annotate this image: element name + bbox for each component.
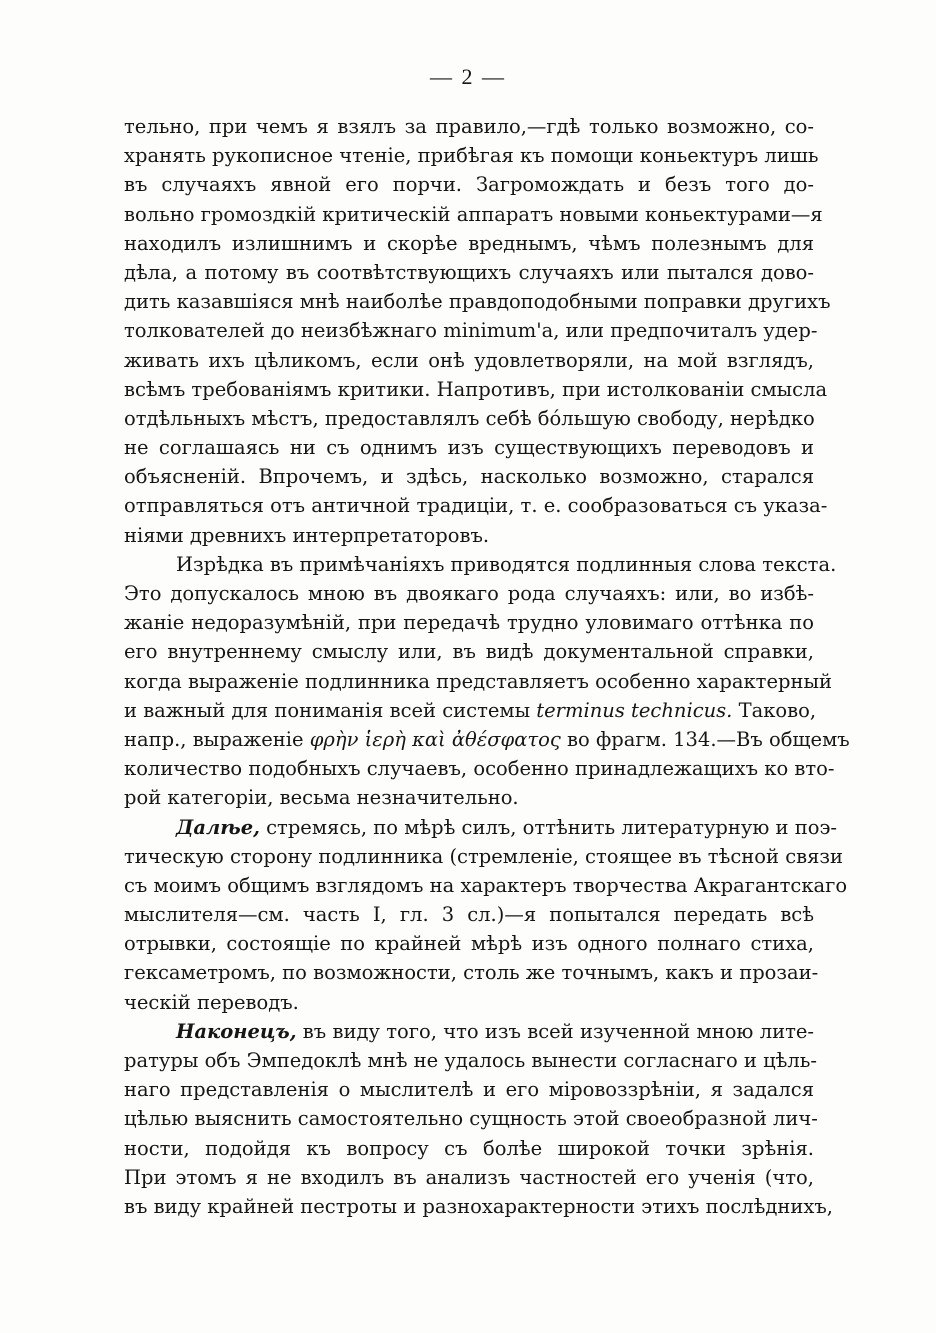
text-line: При этомъ я не входилъ въ анализъ частностей его ученія (что, — [124, 1165, 814, 1189]
text-line: отдѣльныхъ мѣстъ, предоставлялъ себѣ бóльшую свободу, нерѣдко — [124, 406, 815, 430]
text-line: отрывки, состоящіе по крайней мѣрѣ изъ одного полнаго стиха, — [124, 932, 814, 956]
text-line: мыслителя—см. часть I, гл. 3 сл.)—я попытался передать всѣ — [124, 903, 814, 927]
paragraph-3 — [124, 813, 848, 1017]
text-line: ности, подойдя къ вопросу съ болѣе широкой точки зрѣнія. — [124, 1136, 814, 1160]
text-line — [124, 696, 817, 725]
text-line: всѣмъ требованіямъ критики. Напротивъ, при истолкованіи смысла — [124, 377, 828, 401]
line-text: и важный для пониманія всей системы — [124, 698, 537, 722]
text-line — [124, 1017, 814, 1046]
line-text: напр., выраженіе — [124, 727, 310, 751]
text-line: цѣлью выяснить самостоятельно сущность этой своеобразной лич- — [124, 1107, 818, 1131]
text-line: вольно громоздкій критическій аппаратъ новыми коньектурами—я — [124, 202, 823, 226]
text-line: хранять рукописное чтеніе, прибѣгая къ помощи коньектуръ лишь — [124, 144, 819, 168]
text-line: съ моимъ общимъ взглядомъ на характеръ творчества Акрагантскаго — [124, 873, 848, 897]
page-number: — 2 — — [430, 64, 506, 89]
line-text: стремясь, по мѣрѣ силъ, оттѣнить литературную и поэ- — [259, 815, 837, 839]
text-line: дить казавшіяся мнѣ наиболѣе правдоподобными поправки другихъ — [124, 290, 831, 314]
text-line: гексаметромъ, по возможности, столь же точнымъ, какъ и прозаи- — [124, 961, 819, 985]
text-line: его внутреннему смыслу или, въ видѣ документальной справки, — [124, 640, 814, 664]
line-text: во фрагм. 134.—Въ общемъ — [560, 727, 850, 751]
latin-term: terminus technicus. — [536, 698, 733, 722]
line-text: въ виду того, что изъ всей изученной мною лите- — [296, 1019, 814, 1043]
text-line: дѣла, а потому въ соотвѣтствующихъ случаяхъ или пытался дово- — [124, 260, 814, 284]
text-line: въ виду крайней пестроты и разнохарактерности этихъ послѣднихъ, — [124, 1194, 833, 1218]
text-line: толкователей до неизбѣжнаго minimum'a, или предпочиталъ удер- — [124, 319, 818, 343]
line-text: Таково, — [732, 698, 817, 722]
text-line: когда выраженіе подлинника представляетъ особенно характерный — [124, 669, 832, 693]
text-line: объясненій. Впрочемъ, и здѣсь, насколько возможно, старался — [124, 465, 814, 489]
text-line: количество подобныхъ случаевъ, особенно принадлежащихъ ко вто- — [124, 757, 835, 781]
text-line: не соглашаясь ни съ однимъ изъ существующихъ переводовъ и — [124, 436, 814, 460]
text-line: отправляться отъ античной традиціи, т. е. сообразоваться съ указа- — [124, 494, 828, 518]
text-line: Изрѣдка въ примѣчаніяхъ приводятся подлинныя слова текста. — [176, 552, 837, 576]
text-line: тическую сторону подлинника (стремленіе, стоящее въ тѣсной связи — [124, 844, 844, 868]
text-line: находилъ излишнимъ и скорѣе вреднымъ, чѣмъ полезнымъ для — [124, 231, 814, 255]
text-line — [124, 813, 837, 842]
paragraph-1 — [124, 112, 831, 550]
text-line: ніями древнихъ интерпретаторовъ. — [124, 523, 490, 547]
paragraph-2 — [124, 550, 850, 813]
text-line: ратуры объ Эмпедоклѣ мнѣ не удалось вынести согласнаго и цѣль- — [124, 1049, 818, 1072]
text-line: живать ихъ цѣликомъ, если онѣ удовлетворяли, на мой взглядъ, — [124, 348, 814, 372]
body-text — [124, 112, 850, 1221]
text-line: тельно, при чемъ я взялъ за правило,—гдѣ только возможно, со- — [124, 115, 814, 138]
text-line: жаніе недоразумѣній, при передачѣ трудно уловимаго оттѣнка по — [124, 611, 814, 635]
text-line: рой категоріи, весьма незначительно. — [124, 786, 519, 810]
text-line: Это допускалось мною въ двоякаго рода случаяхъ: или, во избѣ- — [124, 582, 814, 605]
paragraph-4 — [124, 1017, 833, 1221]
text-line: въ случаяхъ явной его порчи. Загромождать и безъ того до- — [124, 173, 814, 197]
lead-word: Наконецъ, — [176, 1019, 297, 1043]
greek-quote: φρὴν ἱερὴ καὶ ἀθέσφατος — [309, 727, 561, 751]
text-line: ческій переводъ. — [124, 990, 299, 1014]
text-line — [124, 725, 850, 754]
text-line: наго представленія о мыслителѣ и его міровоззрѣніи, я задался — [124, 1078, 814, 1102]
lead-word: Далѣе, — [176, 815, 260, 839]
